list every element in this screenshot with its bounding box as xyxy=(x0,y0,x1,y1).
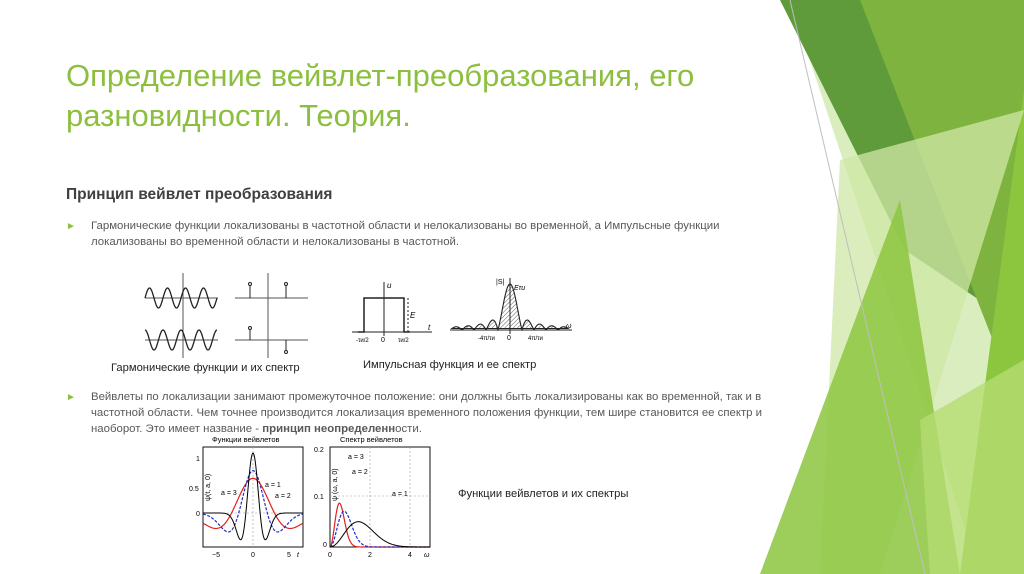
tick-label: 4π/τи xyxy=(528,336,543,342)
tick-label: 0.2 xyxy=(314,447,324,454)
caption-harmonic: Гармонические функции и их спектр xyxy=(111,362,300,374)
bullet-harmonic xyxy=(66,218,786,250)
wavelet-functions-figure xyxy=(183,433,308,568)
tick-label: 5 xyxy=(287,552,291,559)
tick-label: 2 xyxy=(368,552,372,559)
spectrum-point xyxy=(285,351,288,354)
bullet-text xyxy=(91,389,786,437)
caption-wavelets: Функции вейвлетов и их спектры xyxy=(458,488,629,500)
series-label: a = 1 xyxy=(265,482,281,489)
axis-label: t xyxy=(297,552,299,559)
spectrum-point xyxy=(249,327,252,330)
slide-title: Определение вейвлет-преобразования, его разновидности. Теория. xyxy=(66,58,695,133)
pulse-figure xyxy=(348,278,436,352)
harmonic-figure xyxy=(140,268,315,360)
peak-label: Eτи xyxy=(514,285,526,292)
tick-label: 1 xyxy=(196,456,200,463)
axis-label: ω xyxy=(566,323,572,330)
plot-title: Функции вейвлетов xyxy=(212,435,280,444)
tick-label: 0 xyxy=(328,552,332,559)
sinc-spectrum-figure xyxy=(448,274,576,356)
bullet-text: Гармонические функции локализованы в частотной области и нелокализованы во временной, а Импульсные функции локализованы во временной области и нелокализованы в частотной. xyxy=(91,220,720,248)
series-label: a = 1 xyxy=(392,491,408,498)
bullet-text-suffix: ости. xyxy=(395,423,422,435)
sinc-curve xyxy=(452,284,568,330)
y-axis-label: ψ(t, a, 0) xyxy=(205,473,212,501)
tick-label: τи/2 xyxy=(398,338,409,344)
series-label: a = 3 xyxy=(348,454,364,461)
bullet-arrow-icon: ► xyxy=(66,221,76,232)
tick-label: -4π/τи xyxy=(478,336,495,342)
tick-label: −5 xyxy=(212,552,220,559)
caption-impulse: Импульсная функция и ее спектр xyxy=(363,359,537,371)
axis-label: u xyxy=(387,281,392,290)
axis-label: |S| xyxy=(496,279,505,286)
series-label: a = 2 xyxy=(352,469,368,476)
spectrum-point xyxy=(285,283,288,286)
bullet-arrow-icon: ► xyxy=(66,392,76,403)
spectrum-point xyxy=(249,283,252,286)
series-label: a = 2 xyxy=(275,493,291,500)
y-axis-label: ψ (ω, a, 0) xyxy=(332,468,339,501)
tick-label: 0.1 xyxy=(314,494,324,501)
slide-subtitle: Принцип вейвлет преобразования xyxy=(66,186,333,203)
tick-label: 0 xyxy=(196,511,200,518)
plot-title: Спектр вейвлетов xyxy=(340,435,403,444)
tick-label: 4 xyxy=(408,552,412,559)
tick-label: 0 xyxy=(507,335,511,342)
wavelet-spectra-figure xyxy=(310,433,440,568)
bullet-wavelets xyxy=(66,389,786,437)
axis-label: t xyxy=(428,323,431,332)
tick-label: 0 xyxy=(323,542,327,549)
tick-label: 0 xyxy=(251,552,255,559)
pulse-height-label: E xyxy=(410,311,416,320)
axis-label: ω xyxy=(424,552,430,559)
tick-label: 0.5 xyxy=(189,486,199,493)
bullet-text-bold: принцип неопределенн xyxy=(262,423,396,435)
tick-label: -τи/2 xyxy=(356,338,369,344)
series-label: a = 3 xyxy=(221,490,237,497)
bullet-text-prefix: Вейвлеты по локализации занимают промежуточное положение: они должны быть локализированы как во временной, так и в частотной области. Чем точнее производится локализация временного положения функции, тем шире становится ее спектр и наоборот. Это имеет название - xyxy=(91,391,763,435)
tick-label: 0 xyxy=(381,337,385,344)
